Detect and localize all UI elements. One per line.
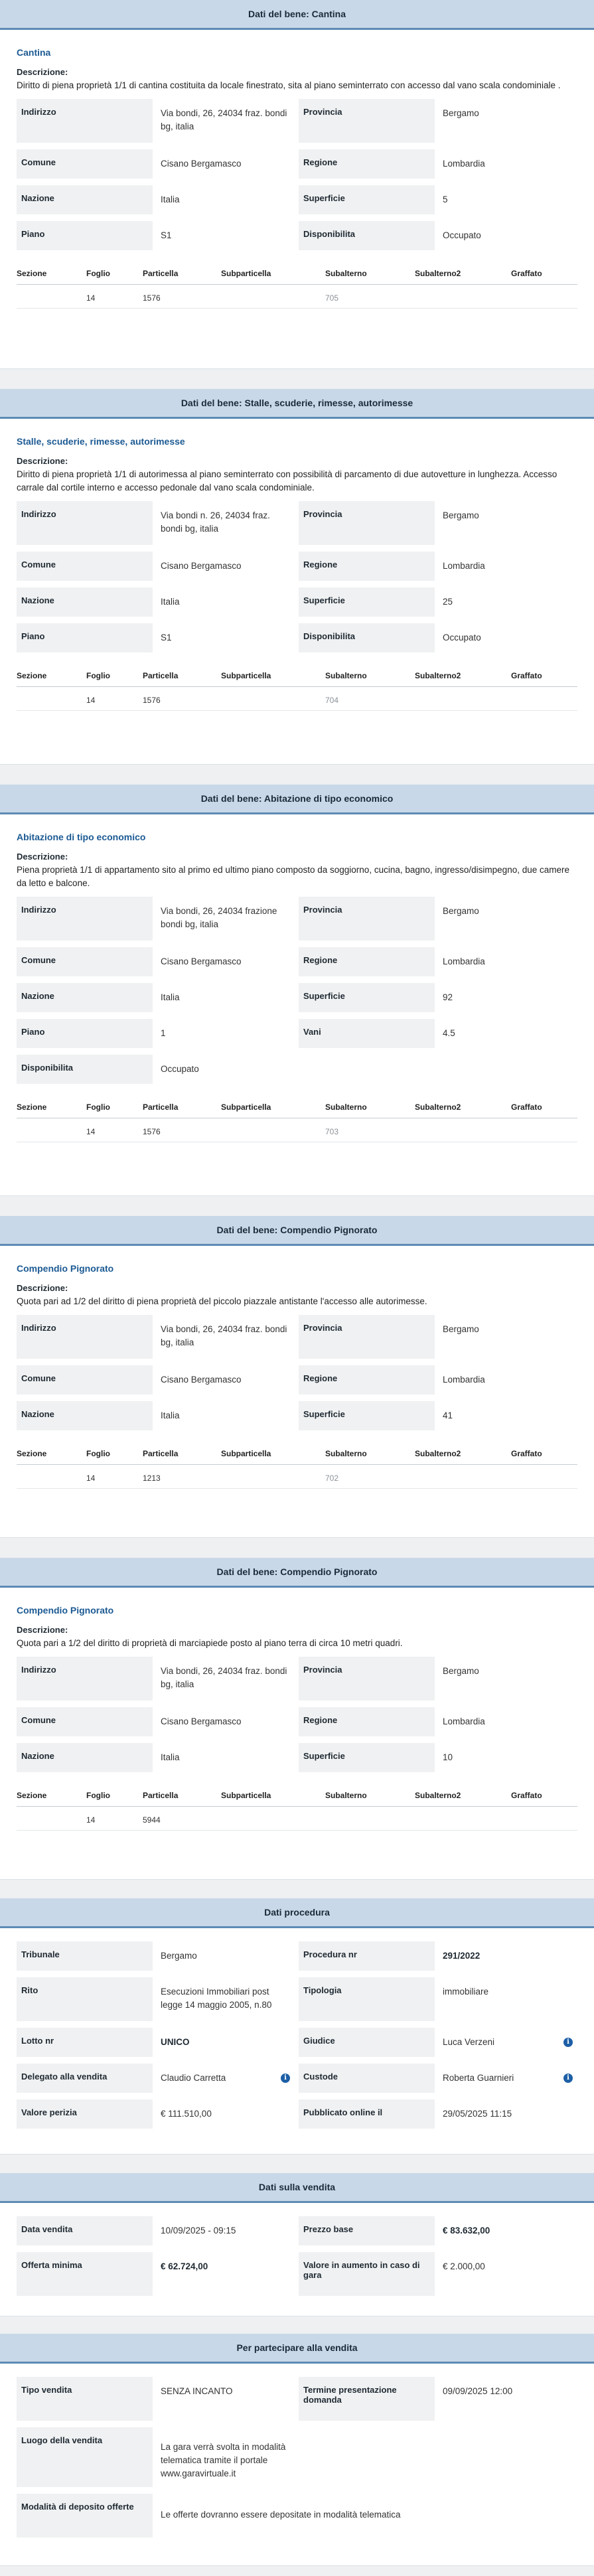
table-row [17,285,577,309]
field-value: Lombardia [443,561,485,571]
card-header: Per partecipare alla vendita [0,2334,594,2364]
bene-card-compendio-1 [0,1216,594,1538]
field-value: Occupato [443,230,481,240]
field-label: Comune [17,1707,153,1736]
perizia-label: Valore perizia [17,2099,153,2129]
bene-card-compendio-2 [0,1558,594,1880]
col-subparticella: Subparticella [221,671,271,680]
field-value: Via bondi, 26, 24034 fraz. bondi bg, italia [161,108,287,131]
giudice-label: Giudice [299,2028,435,2057]
cell-foglio: 14 [86,293,96,303]
cell-foglio: 14 [86,1815,96,1825]
field-label: Nazione [17,1743,153,1772]
field-value: Italia [161,194,180,204]
col-particella: Particella [143,1449,179,1458]
field-value: 25 [443,597,453,607]
cell-particella: 5944 [143,1815,161,1825]
bene-card-abitazione [0,785,594,1196]
vendita-card [0,2173,594,2316]
col-subalterno: Subalterno [325,1791,367,1800]
field-label: Superficie [299,1401,435,1430]
offerta-minima-label: Offerta minima [17,2252,153,2296]
tipo-vendita-value: SENZA INCANTO [161,2386,233,2396]
col-particella: Particella [143,1102,179,1112]
col-sezione: Sezione [17,1449,47,1458]
col-subalterno: Subalterno [325,1102,367,1112]
description-label: Descrizione: [17,1625,68,1635]
offerta-minima-value: € 62.724,00 [161,2261,208,2271]
field-value: Lombardia [443,1716,485,1726]
col-sezione: Sezione [17,671,47,680]
field-label: Piano [17,1019,153,1048]
col-foglio: Foglio [86,671,110,680]
catasto-table [17,1783,577,1831]
tribunale-label: Tribunale [17,1941,153,1971]
col-particella: Particella [143,1791,179,1800]
description-text: Diritto di piena proprietà 1/1 di cantina costituita da locale finestrato, sita al piano seminterrato con accesso dal vano scala condominiale . [17,80,561,90]
col-particella: Particella [143,671,179,680]
field-value: Cisano Bergamasco [161,1375,242,1385]
field-value: 5 [443,194,448,204]
category-title: Compendio Pignorato [17,1605,114,1616]
col-subparticella: Subparticella [221,1449,271,1458]
field-value: 92 [443,992,453,1002]
data-vendita-label: Data vendita [17,2216,153,2245]
perizia-value: € 111.510,00 [161,2109,212,2119]
termine-label: Termine presentazione domanda [299,2377,435,2421]
field-value: Lombardia [443,159,485,169]
termine-value: 09/09/2025 12:00 [443,2386,513,2396]
field-value: Cisano Bergamasco [161,159,242,169]
giudice-info-icon[interactable]: i [563,2038,573,2047]
col-subparticella: Subparticella [221,269,271,278]
field-value: Via bondi, 26, 24034 fraz. bondi bg, italia [161,1666,287,1689]
col-particella: Particella [143,269,179,278]
cell-particella: 1576 [143,696,161,705]
col-subalterno2: Subalterno2 [415,269,461,278]
col-sezione: Sezione [17,269,47,278]
tipo-vendita-label: Tipo vendita [17,2377,153,2421]
field-value: Via bondi n. 26, 24034 fraz. bondi bg, italia [161,510,270,534]
col-foglio: Foglio [86,1791,110,1800]
field-value: Occupato [443,633,481,643]
field-label: Superficie [299,1743,435,1772]
field-label: Nazione [17,185,153,214]
field-label: Superficie [299,983,435,1012]
procedura-card [0,1898,594,2155]
table-row [17,1807,577,1831]
data-vendita-value: 10/09/2025 - 09:15 [161,2226,236,2235]
field-value: Italia [161,1410,180,1420]
procedura-label: Procedura nr [299,1941,435,1971]
field-value: Bergamo [443,1666,479,1676]
field-label: Provincia [299,1657,435,1701]
col-subalterno2: Subalterno2 [415,1102,461,1112]
aumento-label: Valore in aumento in caso di gara [299,2252,435,2296]
field-value: Occupato [161,1064,199,1074]
field-value: Via bondi, 26, 24034 fraz. bondi bg, italia [161,1324,287,1347]
field-value: S1 [161,633,172,643]
custode-label: Custode [299,2064,435,2093]
custode-info-icon[interactable]: i [563,2074,573,2083]
col-foglio: Foglio [86,1102,110,1112]
card-header: Dati del bene: Compendio Pignorato [0,1558,594,1588]
cell-foglio: 14 [86,696,96,705]
pubblicato-value: 29/05/2025 11:15 [443,2109,512,2119]
lotto-value: UNICO [161,2037,190,2047]
field-label: Provincia [299,1315,435,1359]
cell-subalterno: 704 [325,696,339,705]
rito-label: Rito [17,1977,153,2021]
field-label: Comune [17,947,153,976]
field-value: Via bondi, 26, 24034 frazione bondi bg, italia [161,906,277,929]
delegato-info-icon[interactable]: i [281,2074,290,2083]
delegato-value: Claudio Carretta [161,2073,226,2083]
field-value: 1 [161,1028,166,1038]
category-title: Cantina [17,47,51,58]
field-label: Nazione [17,587,153,617]
col-subparticella: Subparticella [221,1102,271,1112]
deposito-value: Le offerte dovranno essere depositate in modalità telematica [161,2510,401,2520]
col-subalterno: Subalterno [325,671,367,680]
cell-foglio: 14 [86,1127,96,1136]
partecipare-card [0,2334,594,2566]
cell-particella: 1576 [143,1127,161,1136]
col-subalterno2: Subalterno2 [415,1791,461,1800]
field-label: Provincia [299,99,435,143]
table-row [17,1465,577,1489]
field-value: Cisano Bergamasco [161,956,242,966]
field-label: Disponibilita [17,1055,153,1084]
field-label: Piano [17,623,153,652]
field-label: Piano [17,221,153,250]
field-value: Lombardia [443,1375,485,1385]
cell-subalterno: 703 [325,1127,339,1136]
field-label: Indirizzo [17,99,153,143]
field-value: 4.5 [443,1028,455,1038]
field-value: S1 [161,230,172,240]
field-label: Regione [299,552,435,581]
field-label: Comune [17,552,153,581]
field-label: Nazione [17,983,153,1012]
cell-particella: 1213 [143,1474,161,1483]
col-subalterno: Subalterno [325,269,367,278]
description-label: Descrizione: [17,456,68,466]
field-label: Regione [299,1707,435,1736]
field-value: Bergamo [443,108,479,118]
description-text: Diritto di piena proprietà 1/1 di autorimessa al piano seminterrato con possibilità di parcamento di due autovetture in lunghezza. Accesso carrale dal cortile interno e accesso pedonale dal vano scala condominiale. [17,469,557,492]
table-row [17,1118,577,1142]
catasto-table [17,663,577,711]
cell-particella: 1576 [143,293,161,303]
delegato-label: Delegato alla vendita [17,2064,153,2093]
catasto-table [17,261,577,309]
field-value: Lombardia [443,956,485,966]
tipologia-label: Tipologia [299,1977,435,2021]
procedura-value: 291/2022 [443,1951,481,1961]
pubblicato-label: Pubblicato online il [299,2099,435,2129]
field-label: Regione [299,947,435,976]
description-label: Descrizione: [17,67,68,77]
field-value: Bergamo [443,1324,479,1334]
rito-value: Esecuzioni Immobiliari post legge 14 maggio 2005, n.80 [161,1987,272,2010]
tipologia-value: immobiliare [443,1987,489,1997]
field-label: Disponibilita [299,221,435,250]
field-label: Nazione [17,1401,153,1430]
field-label: Provincia [299,501,435,545]
field-value: Italia [161,992,180,1002]
field-label: Indirizzo [17,1657,153,1701]
card-header: Dati sulla vendita [0,2173,594,2203]
col-graffato: Graffato [511,1102,542,1112]
col-foglio: Foglio [86,269,110,278]
field-label: Comune [17,149,153,179]
col-graffato: Graffato [511,1449,542,1458]
field-label: Provincia [299,897,435,941]
card-header: Dati del bene: Compendio Pignorato [0,1216,594,1246]
luogo-value: La gara verrà svolta in modalità telematica tramite il portale www.garavirtuale.it [161,2442,286,2478]
field-value: Italia [161,597,180,607]
tribunale-value: Bergamo [161,1951,197,1961]
col-subalterno: Subalterno [325,1449,367,1458]
custode-value: Roberta Guarnieri [443,2073,514,2083]
cell-subalterno: 705 [325,293,339,303]
lotto-label: Lotto nr [17,2028,153,2057]
description-label: Descrizione: [17,852,68,862]
col-graffato: Graffato [511,269,542,278]
giudice-value: Luca Verzeni [443,2037,495,2047]
prezzo-base-label: Prezzo base [299,2216,435,2245]
col-sezione: Sezione [17,1791,47,1800]
field-label: Indirizzo [17,1315,153,1359]
table-row [17,687,577,711]
description-label: Descrizione: [17,1283,68,1293]
category-title: Stalle, scuderie, rimesse, autorimesse [17,436,185,447]
card-header: Dati procedura [0,1898,594,1928]
col-subalterno2: Subalterno2 [415,671,461,680]
field-value: 41 [443,1410,453,1420]
field-label: Regione [299,149,435,179]
field-value: Bergamo [443,906,479,916]
card-header: Dati del bene: Cantina [0,0,594,30]
bene-card-cantina [0,0,594,369]
field-label: Regione [299,1365,435,1395]
col-graffato: Graffato [511,671,542,680]
card-header: Dati del bene: Stalle, scuderie, rimesse, autorimesse [0,389,594,419]
bene-card-autorimessa [0,389,594,765]
field-value: Italia [161,1752,180,1762]
category-title: Abitazione di tipo economico [17,832,146,842]
col-subalterno2: Subalterno2 [415,1449,461,1458]
field-label: Comune [17,1365,153,1395]
col-sezione: Sezione [17,1102,47,1112]
cell-subalterno: 702 [325,1474,339,1483]
catasto-table [17,1441,577,1489]
card-header: Dati del bene: Abitazione di tipo economico [0,785,594,814]
field-label: Indirizzo [17,897,153,941]
field-value: Cisano Bergamasco [161,561,242,571]
description-text: Quota pari a 1/2 del diritto di proprietà di marciapiede posto al piano terra di circa 10 metri quadri. [17,1638,403,1648]
col-graffato: Graffato [511,1791,542,1800]
field-value: Bergamo [443,510,479,520]
field-value: 10 [443,1752,453,1762]
cell-foglio: 14 [86,1474,96,1483]
field-label: Superficie [299,185,435,214]
col-foglio: Foglio [86,1449,110,1458]
field-value: Cisano Bergamasco [161,1716,242,1726]
description-text: Quota pari ad 1/2 del diritto di piena proprietà del piccolo piazzale antistante l'accesso alle autorimesse. [17,1296,427,1306]
category-title: Compendio Pignorato [17,1263,114,1274]
aumento-value: € 2.000,00 [443,2261,485,2271]
field-label: Indirizzo [17,501,153,545]
field-label: Superficie [299,587,435,617]
col-subparticella: Subparticella [221,1791,271,1800]
deposito-label: Modalità di deposito offerte [17,2494,153,2538]
catasto-table [17,1095,577,1142]
luogo-label: Luogo della vendita [17,2427,153,2487]
field-label: Vani [299,1019,435,1048]
prezzo-base-value: € 83.632,00 [443,2226,490,2235]
field-label: Disponibilita [299,623,435,652]
description-text: Piena proprietà 1/1 di appartamento sito al primo ed ultimo piano composto da soggiorno, cucina, bagno, ingresso/disimpegno, due camere da letto e balcone. [17,865,569,888]
